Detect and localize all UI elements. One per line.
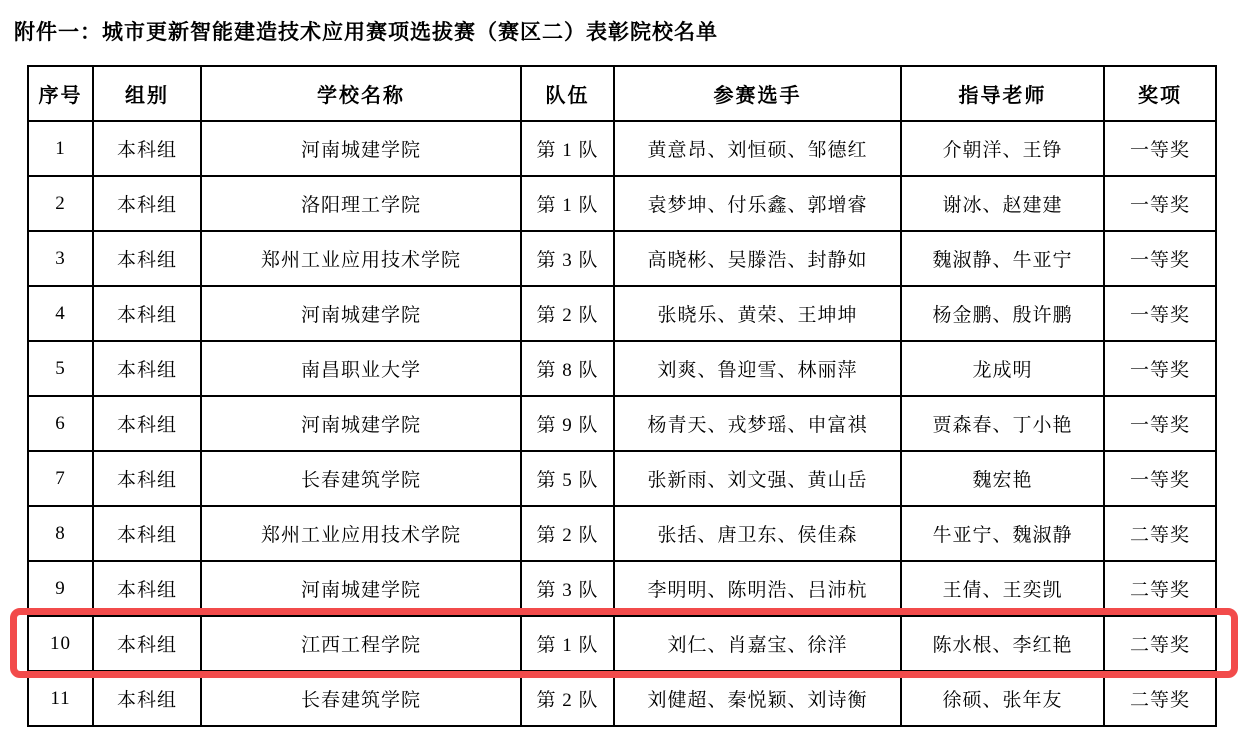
cell-group: 本科组 [93, 231, 201, 286]
header-cell-group: 组别 [93, 66, 201, 121]
cell-team: 第 9 队 [521, 396, 614, 451]
cell-team: 第 2 队 [521, 506, 614, 561]
cell-team: 第 8 队 [521, 341, 614, 396]
cell-group: 本科组 [93, 396, 201, 451]
cell-team: 第 2 队 [521, 671, 614, 726]
table-row [28, 396, 1216, 451]
table-row [28, 616, 1216, 671]
cell-group: 本科组 [93, 341, 201, 396]
cell-award: 一等奖 [1104, 451, 1216, 506]
table-wrapper [27, 65, 1215, 727]
table-row [28, 561, 1216, 616]
table-row [28, 231, 1216, 286]
header-cell-award: 奖项 [1104, 66, 1216, 121]
cell-school: 河南城建学院 [201, 561, 521, 616]
award-table [27, 65, 1217, 727]
cell-players: 刘健超、秦悦颖、刘诗衡 [614, 671, 901, 726]
header-cell-players: 参赛选手 [614, 66, 901, 121]
cell-players: 刘爽、鲁迎雪、林丽萍 [614, 341, 901, 396]
cell-teachers: 杨金鹏、殷许鹏 [901, 286, 1104, 341]
header-cell-team: 队伍 [521, 66, 614, 121]
cell-award: 一等奖 [1104, 286, 1216, 341]
cell-school: 南昌职业大学 [201, 341, 521, 396]
cell-players: 黄意昂、刘恒硕、邹德红 [614, 121, 901, 176]
cell-no: 10 [28, 616, 93, 671]
cell-award: 二等奖 [1104, 671, 1216, 726]
cell-school: 河南城建学院 [201, 286, 521, 341]
cell-school: 江西工程学院 [201, 616, 521, 671]
cell-school: 长春建筑学院 [201, 671, 521, 726]
cell-no: 6 [28, 396, 93, 451]
cell-award: 二等奖 [1104, 506, 1216, 561]
cell-players: 李明明、陈明浩、吕沛杭 [614, 561, 901, 616]
cell-teachers: 魏淑静、牛亚宁 [901, 231, 1104, 286]
cell-no: 7 [28, 451, 93, 506]
cell-teachers: 牛亚宁、魏淑静 [901, 506, 1104, 561]
table-row [28, 451, 1216, 506]
cell-group: 本科组 [93, 506, 201, 561]
cell-group: 本科组 [93, 176, 201, 231]
cell-team: 第 5 队 [521, 451, 614, 506]
cell-team: 第 1 队 [521, 176, 614, 231]
cell-players: 袁梦坤、付乐鑫、郭增睿 [614, 176, 901, 231]
cell-school: 河南城建学院 [201, 396, 521, 451]
cell-players: 张新雨、刘文强、黄山岳 [614, 451, 901, 506]
cell-award: 一等奖 [1104, 396, 1216, 451]
page-title: 附件一：城市更新智能建造技术应用赛项选拔赛（赛区二）表彰院校名单 [14, 20, 718, 44]
table-row [28, 506, 1216, 561]
cell-no: 4 [28, 286, 93, 341]
cell-no: 2 [28, 176, 93, 231]
cell-group: 本科组 [93, 671, 201, 726]
cell-team: 第 1 队 [521, 121, 614, 176]
cell-players: 高晓彬、吴滕浩、封静如 [614, 231, 901, 286]
cell-group: 本科组 [93, 121, 201, 176]
cell-team: 第 2 队 [521, 286, 614, 341]
header-cell-school: 学校名称 [201, 66, 521, 121]
cell-teachers: 陈水根、李红艳 [901, 616, 1104, 671]
table-body [28, 121, 1216, 726]
cell-award: 二等奖 [1104, 616, 1216, 671]
cell-no: 5 [28, 341, 93, 396]
cell-school: 郑州工业应用技术学院 [201, 506, 521, 561]
table-row [28, 341, 1216, 396]
cell-teachers: 徐硕、张年友 [901, 671, 1104, 726]
cell-group: 本科组 [93, 451, 201, 506]
cell-group: 本科组 [93, 286, 201, 341]
cell-teachers: 龙成明 [901, 341, 1104, 396]
cell-team: 第 1 队 [521, 616, 614, 671]
cell-school: 河南城建学院 [201, 121, 521, 176]
cell-award: 二等奖 [1104, 561, 1216, 616]
cell-team: 第 3 队 [521, 231, 614, 286]
cell-school: 洛阳理工学院 [201, 176, 521, 231]
cell-no: 11 [28, 671, 93, 726]
table-header-row [28, 66, 1216, 121]
header-cell-teachers: 指导老师 [901, 66, 1104, 121]
cell-group: 本科组 [93, 616, 201, 671]
cell-players: 刘仁、肖嘉宝、徐洋 [614, 616, 901, 671]
cell-award: 一等奖 [1104, 341, 1216, 396]
cell-teachers: 介朝洋、王铮 [901, 121, 1104, 176]
cell-no: 8 [28, 506, 93, 561]
cell-no: 3 [28, 231, 93, 286]
cell-no: 9 [28, 561, 93, 616]
table-row [28, 671, 1216, 726]
cell-teachers: 魏宏艳 [901, 451, 1104, 506]
cell-players: 张晓乐、黄荣、王坤坤 [614, 286, 901, 341]
cell-award: 一等奖 [1104, 231, 1216, 286]
cell-players: 杨青天、戎梦瑶、申富祺 [614, 396, 901, 451]
cell-team: 第 3 队 [521, 561, 614, 616]
cell-group: 本科组 [93, 561, 201, 616]
cell-teachers: 谢冰、赵建建 [901, 176, 1104, 231]
cell-teachers: 王倩、王奕凯 [901, 561, 1104, 616]
cell-teachers: 贾森春、丁小艳 [901, 396, 1104, 451]
cell-school: 郑州工业应用技术学院 [201, 231, 521, 286]
cell-no: 1 [28, 121, 93, 176]
cell-award: 一等奖 [1104, 176, 1216, 231]
table-row [28, 176, 1216, 231]
table-row [28, 286, 1216, 341]
table-row [28, 121, 1216, 176]
cell-school: 长春建筑学院 [201, 451, 521, 506]
cell-players: 张括、唐卫东、侯佳森 [614, 506, 901, 561]
header-cell-no: 序号 [28, 66, 93, 121]
cell-award: 一等奖 [1104, 121, 1216, 176]
